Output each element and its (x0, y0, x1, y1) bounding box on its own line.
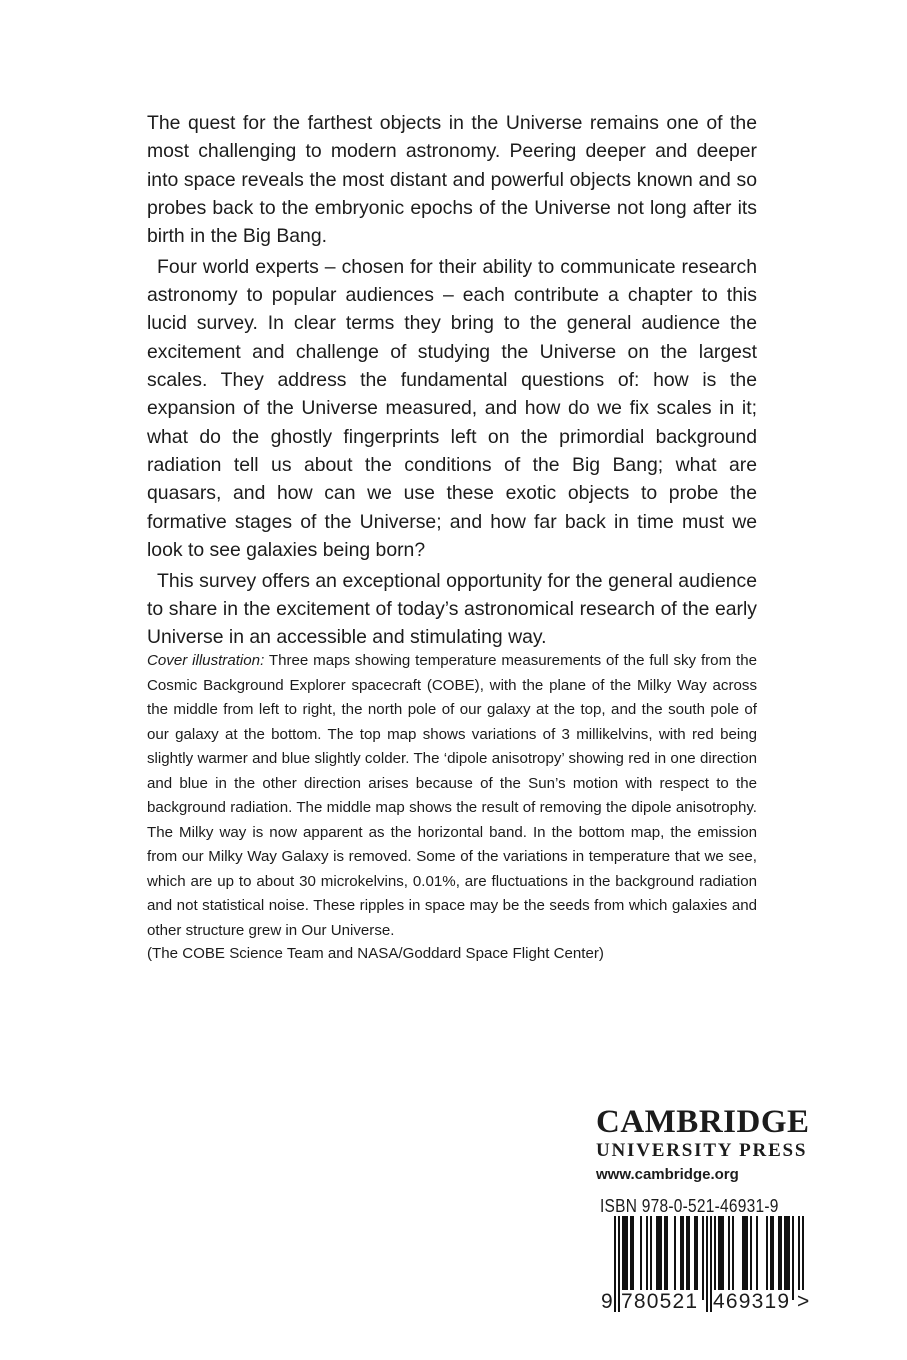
barcode-bar (686, 1216, 688, 1300)
caption-text: Three maps showing temperature measurements of the full sky from the Cosmic Background Explorer spacecraft (COBE), with the plane of the Milky Way across the middle from left to right, the north pole of our galaxy at the top, and the south pole of our galaxy at the bottom. The top map shows variations of 3 millikelvins, with red being slightly warmer and blue slightly colder. The ‘dipole anisotropy’ showing red in one direction and blue in the other direction arises because of the Sun’s motion with respect to the background radiation. The middle map shows the result of removing the dipole anisotrophy. The Milky way is now apparent as the horizontal band. In the bottom map, the emission from our Milky Way Galaxy is removed. Some of the variations in temperature that we see, which are up to about 30 microkelvins, 0.01%, are fluctuations in the background radiation and not statistical noise. These ripples in space may be the seeds from which galaxies and other structure grew in Our Universe. (147, 652, 757, 939)
barcode-bar (772, 1216, 774, 1300)
barcode-bar (646, 1216, 648, 1300)
barcode-bar (728, 1216, 730, 1300)
barcode-bar (694, 1216, 696, 1300)
barcode-bar (744, 1216, 746, 1300)
barcode-digits-left: 780521 (621, 1290, 699, 1313)
barcode-bar (674, 1216, 676, 1300)
barcode-bar (624, 1216, 626, 1300)
barcode-bar (792, 1216, 794, 1300)
barcode-bar (680, 1216, 682, 1300)
isbn-label: ISBN 978-0-521-46931-9 (600, 1196, 779, 1216)
barcode-bar (750, 1216, 752, 1300)
barcode-digit-lead: 9 (601, 1290, 613, 1313)
barcode-bar (622, 1216, 624, 1300)
barcode-bar (742, 1216, 744, 1300)
barcode-bar (664, 1216, 666, 1300)
barcode-bar (702, 1216, 704, 1300)
barcode-bar (682, 1216, 684, 1300)
barcode-bar (784, 1216, 786, 1300)
barcode-bar (786, 1216, 788, 1300)
barcode-arrow: > (797, 1290, 810, 1313)
caption-label: Cover illustration: (147, 652, 265, 669)
barcode-guard-bar (614, 1216, 616, 1312)
publisher-url: www.cambridge.org (596, 1166, 739, 1183)
blurb-paragraph-1: The quest for the farthest objects in the Universe remains one of the most challenging to modern astronomy. Peering deeper and deeper into space reveals the most distant and powerful objects known and so probes back to the embryonic epochs of the Universe not long after its birth in the Big Bang. (147, 112, 757, 248)
barcode-bar (718, 1216, 720, 1300)
barcode-guard-bar (706, 1216, 708, 1312)
barcode-bar (746, 1216, 748, 1300)
blurb-paragraph-3: This survey offers an exceptional opportunity for the general audience to share in the excitement of today’s astronomical research of the early Universe in an accessible and stimulating way. (147, 569, 757, 649)
barcode-bar (656, 1216, 658, 1300)
barcode-bar (756, 1216, 758, 1300)
barcode-bar (640, 1216, 642, 1300)
barcode-bar (666, 1216, 668, 1300)
barcode-bar (650, 1216, 652, 1300)
barcode-bar (778, 1216, 780, 1300)
barcode-bar (732, 1216, 734, 1300)
publisher-name: CAMBRIDGE (596, 1104, 810, 1140)
barcode-bar (658, 1216, 660, 1300)
barcode-bar (632, 1216, 634, 1300)
barcode-bar (780, 1216, 782, 1300)
barcode-bar (714, 1216, 716, 1300)
barcode-bar (720, 1216, 722, 1300)
barcode-bar (696, 1216, 698, 1300)
barcode-bar (660, 1216, 662, 1300)
caption-paragraph (147, 649, 757, 943)
back-cover-blurb (147, 109, 757, 652)
publisher-logo (596, 1104, 826, 1186)
barcode-bar (788, 1216, 790, 1300)
barcode-bar (722, 1216, 724, 1300)
barcode-bar (626, 1216, 628, 1300)
publisher-subtitle: UNIVERSITY PRESS (596, 1140, 808, 1161)
barcode-bar (688, 1216, 690, 1300)
barcode-digits-right: 469319 (713, 1290, 791, 1313)
barcode-bar (770, 1216, 772, 1300)
image-credit: (The COBE Science Team and NASA/Goddard Space Flight Center) (147, 945, 604, 962)
barcode-bar (766, 1216, 768, 1300)
blurb-paragraph-2: Four world experts – chosen for their ability to communicate research astronomy to popular audiences – each contribute a chapter to this lucid survey. In clear terms they bring to the general audience the excitement and challenge of studying the Universe on the largest scales. They address the fundamental questions of: how is the expansion of the Universe measured, and how do we fix scales in it; what do the ghostly fingerprints left on the primordial background radiation tell us about the conditions of the Big Bang; what are quasars, and how can we use these exotic objects to probe the formative stages of the Universe; and how far back in time must we look to see galaxies being born? (147, 255, 757, 562)
barcode-bar (630, 1216, 632, 1300)
cover-illustration-caption (147, 649, 757, 943)
